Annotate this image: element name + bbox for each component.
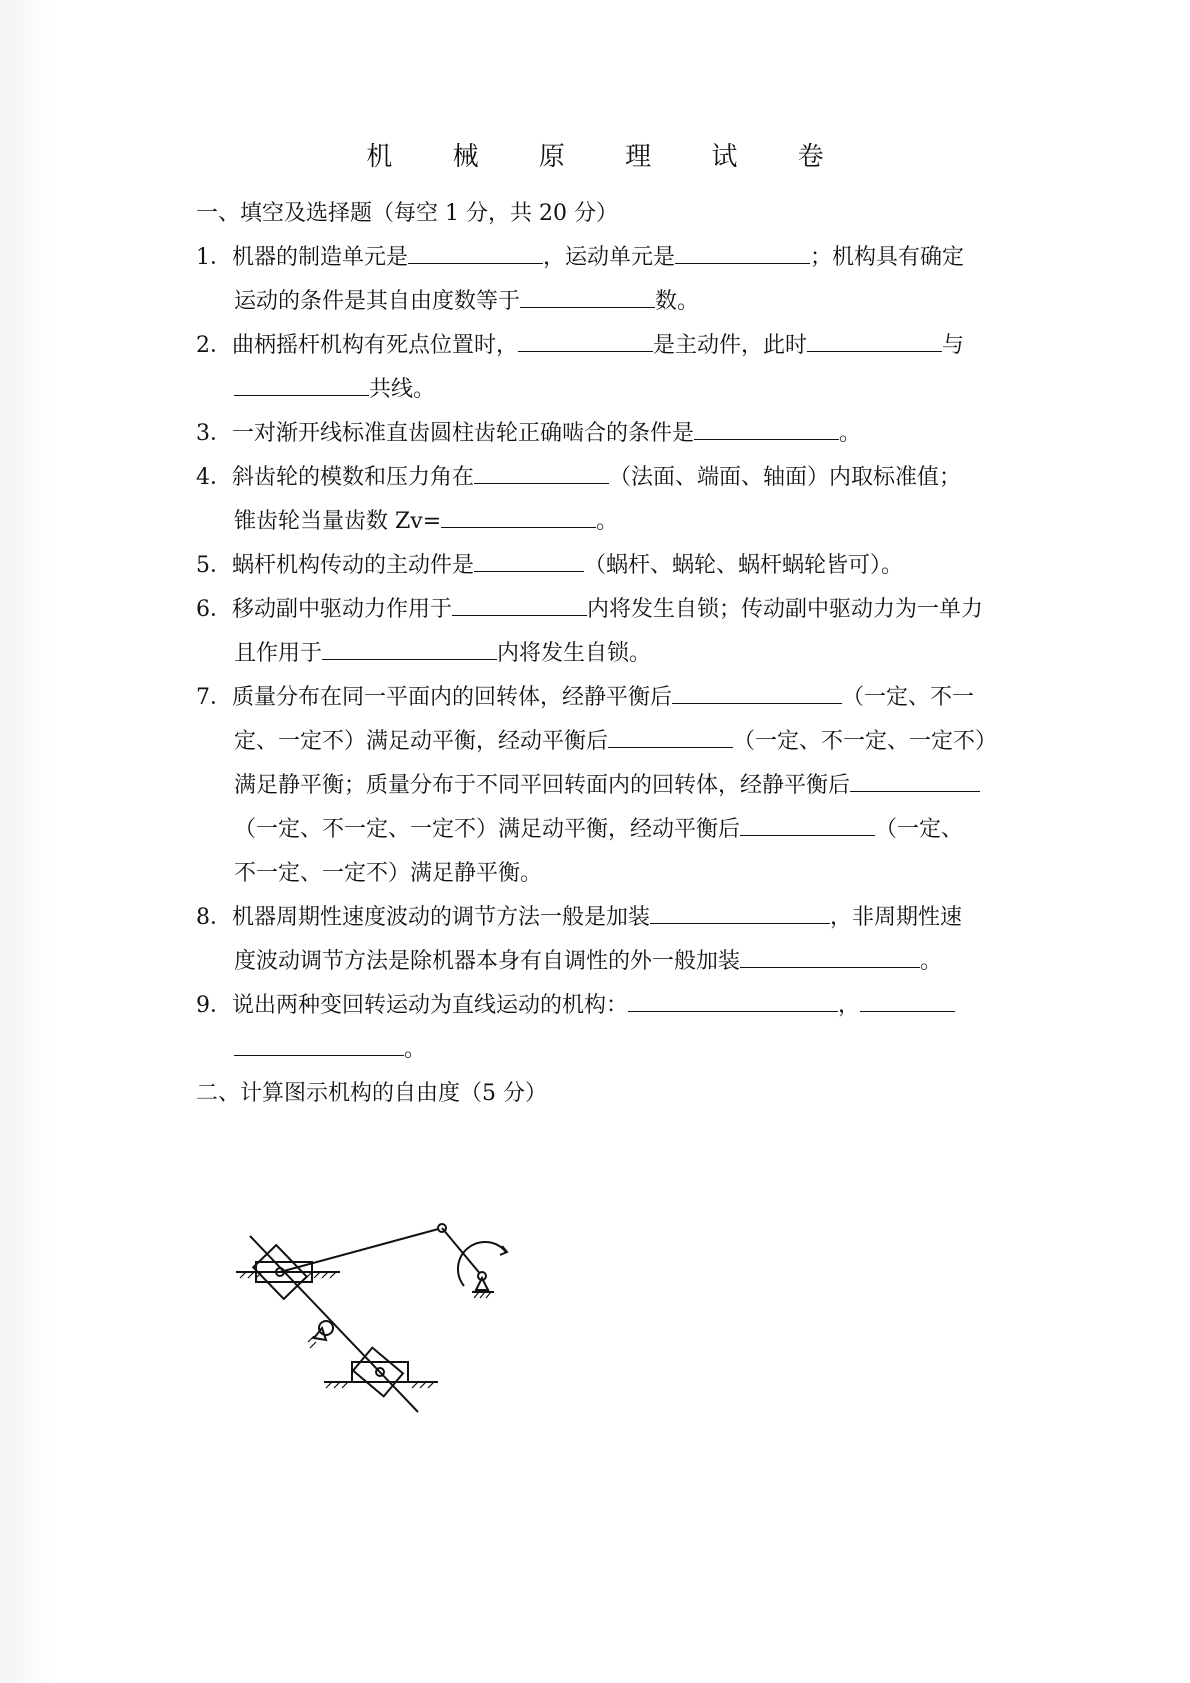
question-text: 不一定、一定不）满足静平衡。 bbox=[234, 861, 543, 886]
question-2-line-2 bbox=[234, 372, 435, 403]
question-6-line-1 bbox=[196, 592, 1036, 623]
question-9-line-2 bbox=[234, 1032, 426, 1063]
answer-blank[interactable] bbox=[474, 549, 584, 572]
answer-blank[interactable] bbox=[672, 681, 842, 704]
question-text: 运动的条件是其自由度数等于 bbox=[234, 289, 521, 314]
answer-blank[interactable] bbox=[608, 725, 733, 748]
question-1-line-1 bbox=[196, 240, 1036, 271]
question-number: 3． bbox=[196, 421, 232, 446]
question-text: 定、一定不）满足动平衡，经动平衡后 bbox=[234, 729, 609, 754]
answer-blank[interactable] bbox=[694, 417, 839, 440]
question-6-line-2 bbox=[234, 636, 651, 667]
answer-blank[interactable] bbox=[518, 329, 653, 352]
mechanism-diagram bbox=[228, 1200, 558, 1440]
question-7-line-1 bbox=[196, 680, 1036, 711]
question-number: 8． bbox=[196, 905, 232, 930]
question-1-line-2 bbox=[234, 284, 699, 315]
question-text: 数。 bbox=[655, 289, 700, 314]
answer-blank[interactable] bbox=[322, 637, 497, 660]
answer-blank[interactable] bbox=[441, 505, 596, 528]
answer-blank[interactable] bbox=[650, 901, 830, 924]
question-text: 度波动调节方法是除机器本身有自调性的外一般加装 bbox=[234, 949, 741, 974]
question-text: 内将发生自锁；传动副中驱动力为一单力 bbox=[587, 597, 984, 622]
question-8-line-2 bbox=[234, 944, 942, 975]
question-text: 。 bbox=[920, 949, 943, 974]
question-text: 机器的制造单元是 bbox=[232, 245, 409, 270]
section-2-heading: 二、计算图示机构的自由度（5 分） bbox=[196, 1081, 547, 1106]
question-text: 。 bbox=[404, 1037, 427, 1062]
question-text: ，非周期性速 bbox=[830, 905, 963, 930]
answer-blank[interactable] bbox=[408, 241, 543, 264]
question-text: 共线。 bbox=[369, 377, 436, 402]
question-text: 。 bbox=[839, 421, 862, 446]
answer-blank[interactable] bbox=[452, 593, 587, 616]
question-number: 6． bbox=[196, 597, 232, 622]
question-text: 蜗杆机构传动的主动件是 bbox=[232, 553, 475, 578]
answer-blank[interactable] bbox=[520, 285, 655, 308]
answer-blank[interactable] bbox=[628, 989, 838, 1012]
question-text: 机器周期性速度波动的调节方法一般是加装 bbox=[232, 905, 651, 930]
question-text: 是主动件，此时 bbox=[653, 333, 808, 358]
question-text: 满足静平衡；质量分布于不同平回转面内的回转体，经静平衡后 bbox=[234, 773, 851, 798]
question-text: 质量分布在同一平面内的回转体，经静平衡后 bbox=[232, 685, 673, 710]
question-text: （法面、端面、轴面）内取标准值； bbox=[609, 465, 962, 490]
answer-blank[interactable] bbox=[234, 373, 369, 396]
question-7-line-5 bbox=[234, 856, 542, 887]
question-text: 锥齿轮当量齿数 Zv= bbox=[234, 509, 442, 534]
question-text: ；机构具有确定 bbox=[810, 245, 965, 270]
question-7-line-2 bbox=[234, 724, 997, 755]
question-2-line-1 bbox=[196, 328, 1036, 359]
question-4-line-1 bbox=[196, 460, 1036, 491]
question-text: 且作用于 bbox=[234, 641, 323, 666]
question-number: 7． bbox=[196, 685, 232, 710]
question-text: 内将发生自锁。 bbox=[497, 641, 652, 666]
question-5-line-1 bbox=[196, 548, 1036, 579]
question-text: 。 bbox=[596, 509, 619, 534]
question-text: （一定、不一定、一定不）满足动平衡，经动平衡后 bbox=[234, 817, 741, 842]
question-text: （一定、 bbox=[875, 817, 964, 842]
question-8-line-1 bbox=[196, 900, 1036, 931]
question-text: 曲柄摇杆机构有死点位置时， bbox=[232, 333, 519, 358]
answer-blank[interactable] bbox=[234, 1033, 404, 1056]
question-9-line-1 bbox=[196, 988, 1036, 1019]
question-text: （蜗杆、蜗轮、蜗杆蜗轮皆可）。 bbox=[584, 553, 904, 578]
page-edge-shade bbox=[0, 0, 52, 1683]
question-text: 斜齿轮的模数和压力角在 bbox=[232, 465, 475, 490]
answer-blank[interactable] bbox=[807, 329, 942, 352]
question-text: 一对渐开线标准直齿圆柱齿轮正确啮合的条件是 bbox=[232, 421, 695, 446]
answer-blank[interactable] bbox=[860, 989, 955, 1012]
question-text: 说出两种变回转运动为直线运动的机构： bbox=[232, 993, 629, 1018]
question-number: 1． bbox=[196, 245, 232, 270]
answer-blank[interactable] bbox=[675, 241, 810, 264]
question-number: 4． bbox=[196, 465, 232, 490]
answer-blank[interactable] bbox=[850, 769, 980, 792]
question-4-line-2 bbox=[234, 504, 618, 535]
question-text: （一定、不一定、一定不） bbox=[733, 729, 998, 754]
question-text: ，运动单元是 bbox=[543, 245, 676, 270]
question-text: （一定、不一 bbox=[842, 685, 975, 710]
question-7-line-4 bbox=[234, 812, 963, 843]
question-text: ， bbox=[838, 993, 861, 1018]
question-number: 5． bbox=[196, 553, 232, 578]
question-number: 9． bbox=[196, 993, 232, 1018]
question-number: 2． bbox=[196, 333, 232, 358]
question-text: 与 bbox=[942, 333, 965, 358]
question-3-line-1 bbox=[196, 416, 1036, 447]
section-1-heading: 一、填空及选择题（每空 1 分，共 20 分） bbox=[196, 201, 618, 226]
answer-blank[interactable] bbox=[740, 813, 875, 836]
question-text: 移动副中驱动力作用于 bbox=[232, 597, 453, 622]
answer-blank[interactable] bbox=[740, 945, 920, 968]
page-title: 机 械 原 理 试 卷 bbox=[366, 142, 850, 172]
answer-blank[interactable] bbox=[474, 461, 609, 484]
question-7-line-3 bbox=[234, 768, 980, 799]
